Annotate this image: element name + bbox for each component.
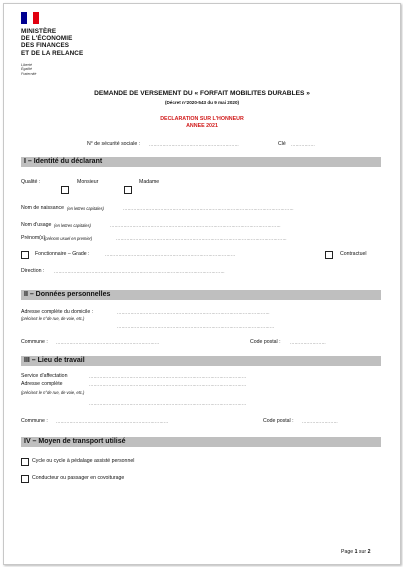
fonctionnaire-label: Fonctionnaire – Grade :	[35, 251, 90, 257]
flag-red-band	[33, 12, 39, 24]
document-title: DEMANDE DE VERSEMENT DU « FORFAIT MOBILITES DURABLES »	[94, 90, 310, 97]
usage-name-label: Nom d'usage	[21, 222, 52, 228]
carpool-label: Conducteur ou passager en covoiturage	[32, 475, 125, 481]
fonctionnaire-checkbox[interactable]	[21, 251, 29, 259]
madame-checkbox[interactable]	[124, 186, 132, 194]
monsieur-label: Monsieur	[77, 179, 99, 185]
logo-line-1: MINISTÈRE	[21, 28, 57, 35]
service-field[interactable]: ……………………………………………………………………………………………	[89, 374, 247, 379]
declaration-heading: DECLARATION SUR L'HONNEUR	[160, 116, 244, 122]
ssn-field[interactable]: ……………………………………………………	[149, 142, 239, 147]
logo-line-4: ET DE LA RELANCE	[21, 49, 84, 57]
ssn-label: N° de sécurité sociale :	[87, 141, 141, 147]
service-label: Service d'affectation	[21, 373, 68, 379]
page-indicator	[341, 549, 370, 555]
home-postal-field[interactable]: ……………………	[290, 340, 326, 345]
carpool-checkbox[interactable]	[21, 475, 29, 483]
motto-egalite: Égalité	[21, 67, 32, 72]
contractuel-label: Contractuel	[340, 251, 367, 257]
page-current: 1	[354, 549, 358, 555]
work-postal-field[interactable]: ……………………	[302, 419, 338, 424]
section-work-title: III – Lieu de travail	[24, 357, 85, 364]
page-of: sur	[358, 549, 367, 555]
usage-name-field[interactable]: ……………………………………………………………………………………………………	[110, 223, 281, 228]
home-address-field[interactable]: …………………………………………………………………………………………	[117, 310, 270, 315]
ministry-logo-text	[21, 28, 83, 57]
section-identity-header	[21, 157, 381, 167]
logo-line-2: DE L'ÉCONOMIE	[21, 35, 73, 43]
home-address-hint: (précisez le n°de rue, de voie, etc.)	[21, 316, 85, 321]
first-names-field[interactable]: ……………………………………………………………………………………………………	[116, 236, 287, 241]
home-address-label: Adresse complète du domicile :	[21, 309, 94, 315]
section-transport-title: IV – Moyen de transport utilisé	[24, 438, 126, 445]
section-personal-title: II – Données personnelles	[24, 291, 111, 298]
work-address-field[interactable]: ……………………………………………………………………………………………	[89, 382, 247, 387]
work-postal-label: Code postal :	[263, 418, 294, 424]
french-flag-icon	[21, 12, 39, 24]
birth-name-field[interactable]: ……………………………………………………………………………………………………	[123, 206, 294, 211]
bicycle-label: Cycle ou cycle à pédalage assisté personnel	[32, 458, 135, 464]
bicycle-checkbox[interactable]	[21, 458, 29, 466]
home-postal-label: Code postal :	[250, 339, 281, 345]
document-page	[3, 3, 401, 565]
republic-motto	[21, 63, 36, 76]
quality-label: Qualité :	[21, 179, 41, 185]
home-commune-field[interactable]: ……………………………………………………………	[56, 340, 160, 345]
direction-field[interactable]: ……………………………………………………………………………………………………	[54, 269, 225, 274]
work-address-hint: (précisez le n°de rue, de voie, etc.)	[21, 390, 85, 395]
birth-name-label: Nom de naissance	[21, 205, 64, 211]
work-address-label: Adresse complète	[21, 381, 63, 387]
motto-liberte: Liberté	[21, 63, 32, 67]
section-personal-header	[21, 290, 381, 300]
section-work-header	[21, 356, 381, 366]
monsieur-checkbox[interactable]	[61, 186, 69, 194]
ssn-key-field[interactable]: …………….	[291, 142, 315, 147]
page-total: 2	[367, 549, 371, 555]
madame-label: Madame	[139, 179, 160, 185]
motto-fraternite: Fraternité	[21, 71, 37, 76]
page-word: Page	[341, 549, 354, 555]
home-address-field-2[interactable]: ……………………………………………………………………………………………	[117, 324, 275, 329]
grade-field[interactable]: ……………………………………………………………………………	[105, 252, 236, 257]
ssn-key-label: Clé	[278, 141, 286, 147]
home-commune-label: Commune :	[21, 339, 48, 345]
first-names-hint: (prénom usuel en premier)	[44, 236, 93, 241]
work-address-field-2[interactable]: ……………………………………………………………………………………………	[89, 401, 247, 406]
contractuel-checkbox[interactable]	[325, 251, 333, 259]
birth-name-hint: (en lettres capitales)	[67, 206, 104, 211]
work-commune-field[interactable]: …………………………………………………………………	[56, 419, 169, 424]
section-identity-title: I – Identité du déclarant	[24, 158, 103, 165]
first-names-label: Prénom(s)	[21, 235, 46, 241]
section-transport-header	[21, 437, 381, 447]
direction-label: Direction :	[21, 268, 45, 274]
usage-name-hint: (en lettres capitales)	[54, 223, 91, 228]
logo-line-3: DES FINANCES	[21, 42, 70, 50]
year-heading: ANNEE 2021	[186, 123, 218, 129]
work-commune-label: Commune :	[21, 418, 48, 424]
decree-reference: (Décret n°2020-543 du 9 mai 2020)	[164, 100, 240, 105]
